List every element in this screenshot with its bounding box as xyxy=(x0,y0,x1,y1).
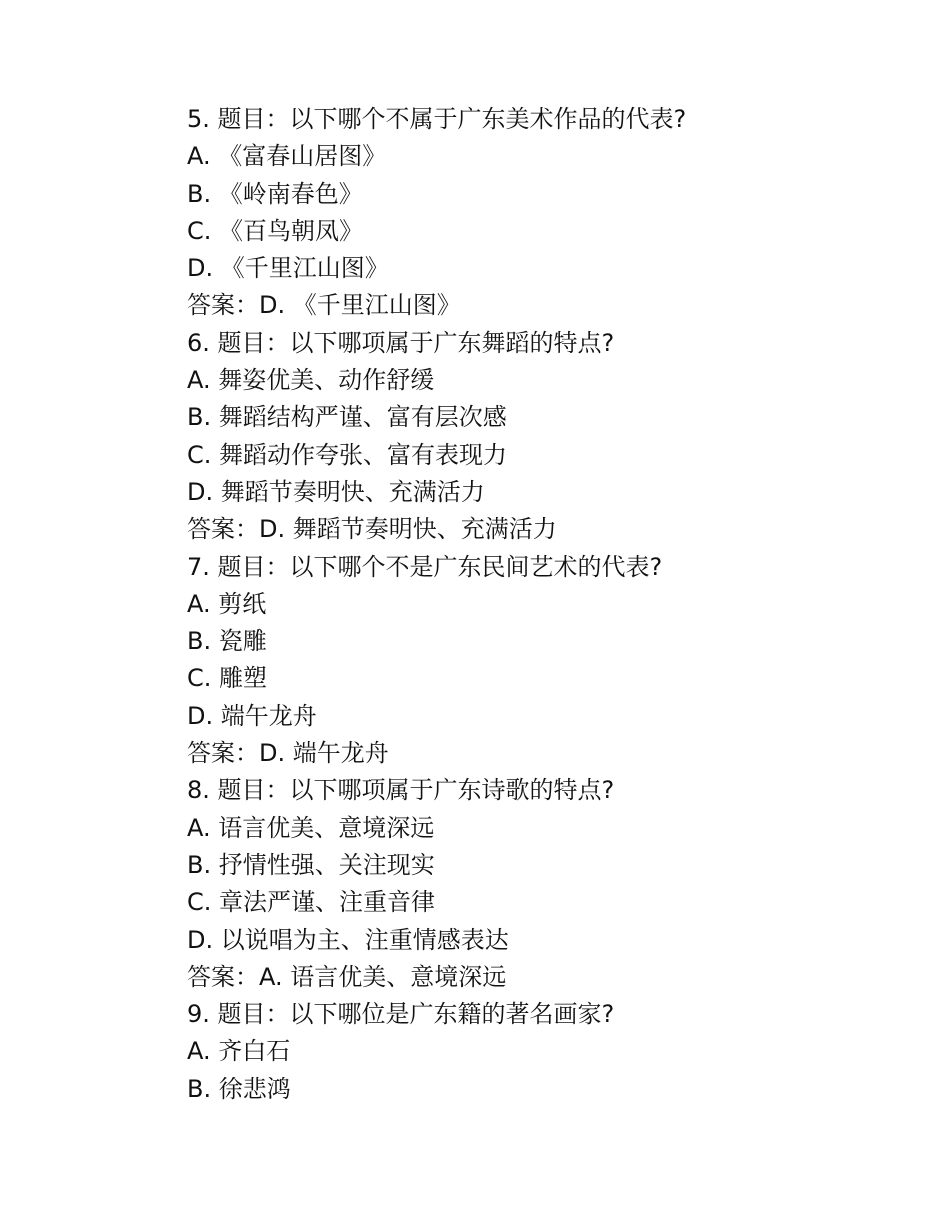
question-6-option-c: C. 舞蹈动作夸张、富有表现力 xyxy=(187,440,508,469)
question-7-title: 7. 题目：以下哪个不是广东民间艺术的代表? xyxy=(187,552,663,581)
question-8-title: 8. 题目：以下哪项属于广东诗歌的特点? xyxy=(187,776,615,805)
question-5-option-a: A. 《富春山居图》 xyxy=(187,142,387,171)
question-6-option-a: A. 舞姿优美、动作舒缓 xyxy=(187,366,435,395)
question-6-title: 6. 题目：以下哪项属于广东舞蹈的特点? xyxy=(187,328,615,357)
document-body xyxy=(187,101,887,1108)
question-5-answer: 答案：D. 《千里江山图》 xyxy=(187,291,461,320)
question-5-option-d: D. 《千里江山图》 xyxy=(187,254,389,283)
question-9-option-a: A. 齐白石 xyxy=(187,1037,291,1066)
question-8-option-b: B. 抒情性强、关注现实 xyxy=(187,850,435,879)
question-7-option-d: D. 端午龙舟 xyxy=(187,701,317,730)
question-8-option-c: C. 章法严谨、注重音律 xyxy=(187,888,436,917)
question-6-option-d: D. 舞蹈节奏明快、充满活力 xyxy=(187,477,485,506)
question-7-option-b: B. 瓷雕 xyxy=(187,627,267,656)
question-7-option-c: C. 雕塑 xyxy=(187,664,268,693)
question-5-option-b: B. 《岭南春色》 xyxy=(187,179,363,208)
question-5-option-c: C. 《百鸟朝凤》 xyxy=(187,216,364,245)
question-9-title: 9. 题目：以下哪位是广东籍的著名画家? xyxy=(187,1000,615,1029)
question-6-option-b: B. 舞蹈结构严谨、富有层次感 xyxy=(187,403,507,432)
question-7-answer: 答案：D. 端午龙舟 xyxy=(187,739,389,768)
question-8-option-a: A. 语言优美、意境深远 xyxy=(187,813,435,842)
question-7-option-a: A. 剪纸 xyxy=(187,589,267,618)
question-5-title: 5. 题目：以下哪个不属于广东美术作品的代表? xyxy=(187,105,687,133)
question-6-answer: 答案：D. 舞蹈节奏明快、充满活力 xyxy=(187,515,557,544)
question-8-answer: 答案：A. 语言优美、意境深远 xyxy=(187,962,507,991)
question-9-option-b: B. 徐悲鸿 xyxy=(187,1074,291,1103)
question-8-option-d: D. 以说唱为主、注重情感表达 xyxy=(187,925,509,954)
